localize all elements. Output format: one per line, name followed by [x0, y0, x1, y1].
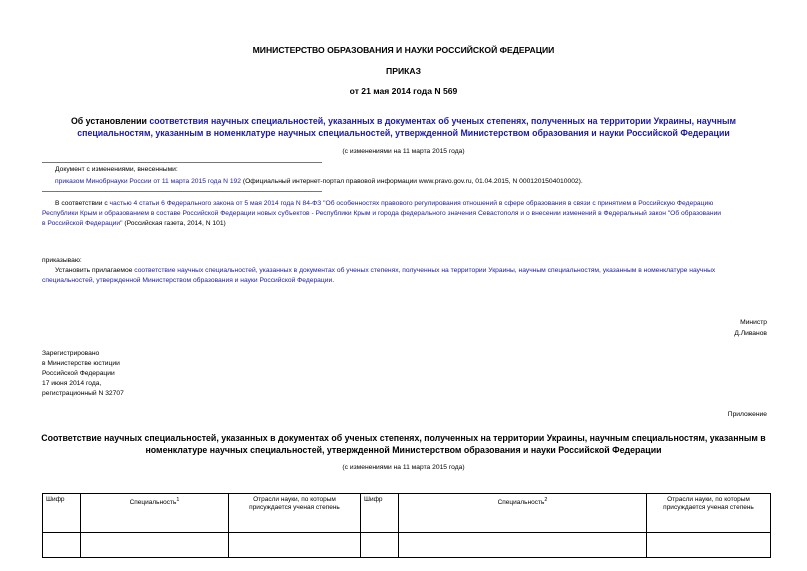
preamble-law-link-1[interactable]: частью 4 статьи 6 Федерального закона от 5 мая 2014 года N 84-ФЗ "Об особенностях правового регулирования отношений в сфере образования в связи с принятием в Российскую Федерацию	[109, 200, 714, 207]
correspondence-table	[42, 493, 771, 558]
ministry-name: МИНИСТЕРСТВО ОБРАЗОВАНИЯ И НАУКИ РОССИЙСКОЙ ФЕДЕРАЦИИ	[252, 45, 555, 55]
document-type: ПРИКАЗ	[386, 66, 421, 76]
changes-note: (с изменениями на 11 марта 2015 года)	[342, 148, 465, 155]
amendments-link[interactable]: приказом Минобрнауки России от 11 марта 2015 года N 192	[55, 178, 241, 185]
header-science-branches-1: Отрасли науки, по которым присуждается ученая степень	[229, 494, 361, 533]
separator-bottom	[42, 191, 322, 192]
header-code-1: Шифр	[43, 494, 81, 533]
preamble-law-link-2[interactable]: Республики Крым и образованием в составе Российской Федерации новых субъектов - Республики Крым и города федерального значения Севастополя и о внесении изменений в Федеральный закон "Об образовании	[42, 210, 722, 217]
appendix-title-line1: Соответствие научных специальностей, указанных в документах об ученых степенях, полученных на территории Украины, научным специальностям, указанным в	[41, 433, 766, 443]
amendments-label: Документ с изменениями, внесенными:	[55, 166, 178, 173]
title-prefix: Об установлении	[70, 116, 150, 126]
title-link-line1[interactable]: соответствия научных специальностей, указанных в документах об ученых степенях, полученных на территории Украины, научным	[149, 116, 737, 126]
separator-top	[42, 162, 322, 163]
appendix-label: Приложение	[727, 411, 767, 418]
order-text	[42, 266, 774, 286]
document-date-number: от 21 мая 2014 года N 569	[349, 86, 458, 96]
registration-block	[42, 349, 124, 399]
header-science-branches-2: Отрасли науки, по которым присуждается ученая степень	[647, 494, 771, 533]
preamble-law-link-3[interactable]: в Российской Федерации"	[42, 220, 123, 227]
registration-line: Зарегистрировано	[42, 350, 100, 357]
table-header-row	[43, 494, 771, 533]
header-code-2: Шифр	[361, 494, 399, 533]
signature-position: Министр	[740, 319, 767, 326]
registration-line: 17 июня 2014 года,	[42, 380, 102, 387]
title-link-line2[interactable]: специальностям, указанным в номенклатуре научных специальностей, утвержденной Министерством образования и науки Российской Федерации	[77, 128, 730, 138]
table-row	[43, 533, 771, 558]
registration-line: регистрационный N 32707	[42, 390, 124, 397]
document-title	[0, 115, 807, 139]
preamble	[42, 199, 774, 229]
signature-name: Д.Ливанов	[734, 330, 767, 337]
appendix-title-line2: номенклатуре научных специальностей, утвержденной Министерством образования и науки Российской Федерации	[145, 445, 662, 455]
preamble-intro: В соответствии с	[55, 200, 110, 207]
preamble-source: (Российская газета, 2014, N 101)	[122, 220, 226, 227]
footnote-ref-2[interactable]: 2	[544, 497, 548, 503]
header-specialty-1: Специальность$^1$	[81, 494, 229, 533]
order-appendix-link-1[interactable]: соответствие научных специальностей, указанных в документах об ученых степенях, полученных на территории Украины, научным специальностям, указанным в номенклатуре научных	[134, 267, 716, 274]
amendments-block	[55, 165, 775, 187]
order-appendix-link-2[interactable]: специальностей, утвержденной Министерством образования и науки Российской Федерации	[42, 277, 333, 284]
order-intro: Установить прилагаемое	[55, 267, 135, 274]
appendix-title	[0, 432, 807, 456]
order-word: приказываю:	[42, 257, 82, 264]
registration-line: Российской Федерации	[42, 370, 115, 377]
header-specialty-2: Специальность$^2$	[399, 494, 647, 533]
order-end: .	[332, 277, 335, 284]
footnote-ref-1[interactable]: 1	[176, 497, 180, 503]
registration-line: в Министерстве юстиции	[42, 360, 120, 367]
amendments-source: (Официальный интернет-портал правовой информации www.pravo.gov.ru, 01.04.2015, N 0001201504010002).	[241, 178, 583, 185]
appendix-changes-note: (с изменениями на 11 марта 2015 года)	[342, 464, 465, 471]
